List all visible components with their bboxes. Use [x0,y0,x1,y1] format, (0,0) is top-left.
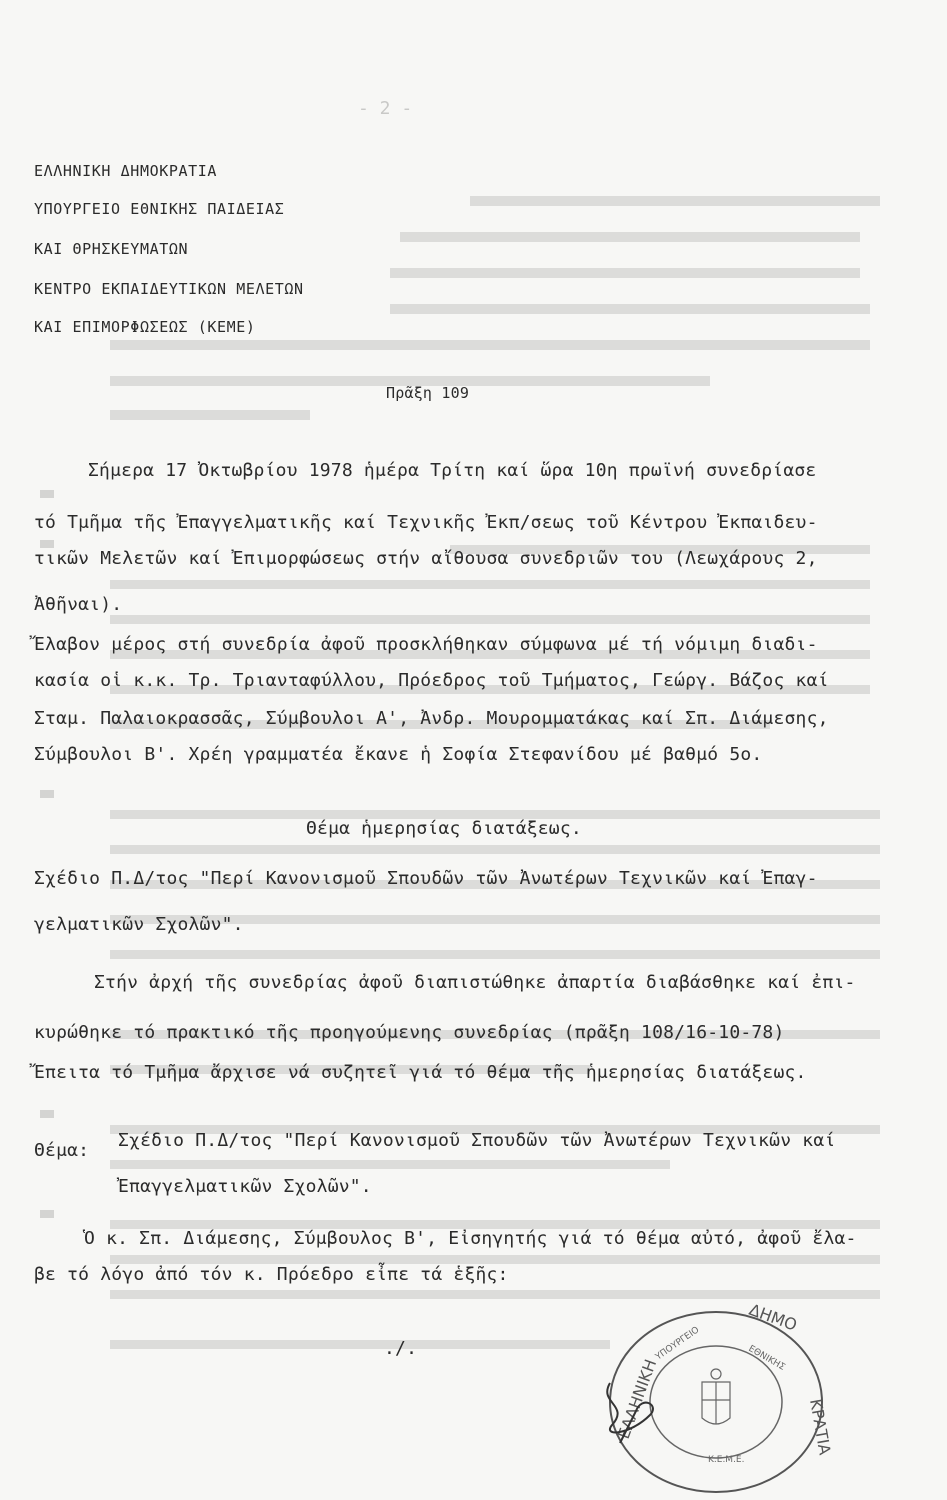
opening-line: Στήν ἀρχή τῆς συνεδρίας ἀφοῦ διαπιστώθηκε ἀπαρτία διαβάσθηκε καί ἐπι- [94,972,856,993]
header-line-5: ΚΑΙ ΕΠΙΜΟΡΦΩΣΕΩΣ (ΚΕΜΕ) [34,318,256,336]
body-line: Ἀθῆναι). [34,594,123,615]
subject-line: Ἐπαγγελματικῶν Σχολῶν". [118,1176,372,1197]
rapporteur-line: βε τό λόγο ἀπό τόν κ. Πρόεδρο εἶπε τά ἑξῆς: [34,1264,509,1285]
header-line-2: ΥΠΟΥΡΓΕΙΟ ΕΘΝΙΚΗΣ ΠΑΙΔΕΙΑΣ [34,200,285,218]
header-line-1: ΕΛΛΗΝΙΚΗ ΔΗΜΟΚΡΑΤΙΑ [34,162,217,180]
continuation-mark: ./. [384,1338,418,1359]
subject-line: Σχέδιο Π.Δ/τος "Περί Κανονισμοῦ Σπουδῶν τῶν Ἀνωτέρων Τεχνικῶν καί [118,1130,836,1151]
page-marker: - 2 - [358,98,413,119]
svg-text:ΕΛΛΗΝΙΚΗ: ΕΛΛΗΝΙΚΗ [613,1356,661,1442]
body-line: Ἔλαβον μέρος στή συνεδρία ἀφοῦ προσκλήθηκαν σύμφωνα μέ τή νόμιμη διαδι- [34,634,818,655]
subject-label: Θέμα: [34,1140,90,1161]
body-line: κασία οἱ κ.κ. Τρ. Τριανταφύλλου, Πρόεδρος τοῦ Τμήματος, Γεώργ. Βάζος καί [34,670,829,691]
body-line: Σήμερα 17 Ὀκτωβρίου 1978 ἡμέρα Τρίτη καί ὥρα 10η πρωϊνή συνεδρίασε [88,460,817,481]
agenda-title: Θέμα ἡμερησίας διατάξεως. [306,818,582,839]
agenda-line: Σχέδιο Π.Δ/τος "Περί Κανονισμοῦ Σπουδῶν τῶν Ἀνωτέρων Τεχνικῶν καί Ἐπαγ- [34,868,818,889]
opening-line: Ἔπειτα τό Τμῆμα ἄρχισε νά συζητεῖ γιά τό θέμα τῆς ἡμερησίας διατάξεως. [34,1062,807,1083]
body-line: Σταμ. Παλαιοκρασσᾶς, Σύμβουλοι Α', Ἀνδρ. Μουρομματάκας καί Σπ. Διάμεσης, [34,708,829,729]
svg-text:ΚΡΑΤΙΑ: ΚΡΑΤΙΑ [806,1397,835,1457]
svg-text:Κ.Ε.Μ.Ε.: Κ.Ε.Μ.Ε. [708,1455,745,1465]
svg-text:ΔΗΜΟ: ΔΗΜΟ [746,1299,800,1335]
opening-line: κυρώθηκε τό πρακτικό τῆς προηγούμενης συνεδρίας (πρᾶξη 108/16-10-78) [34,1022,785,1043]
body-line: τό Τμῆμα τῆς Ἐπαγγελματικῆς καί Τεχνικῆς Ἐκπ/σεως τοῦ Κέντρου Ἐκπαιδευ- [34,512,818,533]
rapporteur-line: Ὁ κ. Σπ. Διάμεσης, Σύμβουλος Β', Εἰσηγητής γιά τό θέμα αὐτό, ἀφοῦ ἔλα- [84,1228,857,1249]
header-line-4: ΚΕΝΤΡΟ ΕΚΠΑΙΔΕΥΤΙΚΩΝ ΜΕΛΕΤΩΝ [34,280,304,298]
body-line: Σύμβουλοι Β'. Χρέη γραμματέα ἔκανε ἡ Σοφία Στεφανίδου μέ βαθμό 5ο. [34,744,763,765]
svg-text:ΕΘΝΙΚΗΣ: ΕΘΝΙΚΗΣ [746,1343,787,1373]
act-number: Πρᾶξη 109 [386,384,470,402]
header-line-3: ΚΑΙ ΘΡΗΣΚΕΥΜΑΤΩΝ [34,240,189,258]
svg-text:ΥΠΟΥΡΓΕΙΟ: ΥΠΟΥΡΓΕΙΟ [653,1325,702,1363]
handwritten-signature [590,1375,680,1445]
body-line: τικῶν Μελετῶν καί Ἐπιμορφώσεως στήν αἴθουσα συνεδριῶν του (Λεωχάρους 2, [34,548,818,569]
agenda-line: γελματικῶν Σχολῶν". [34,914,244,935]
